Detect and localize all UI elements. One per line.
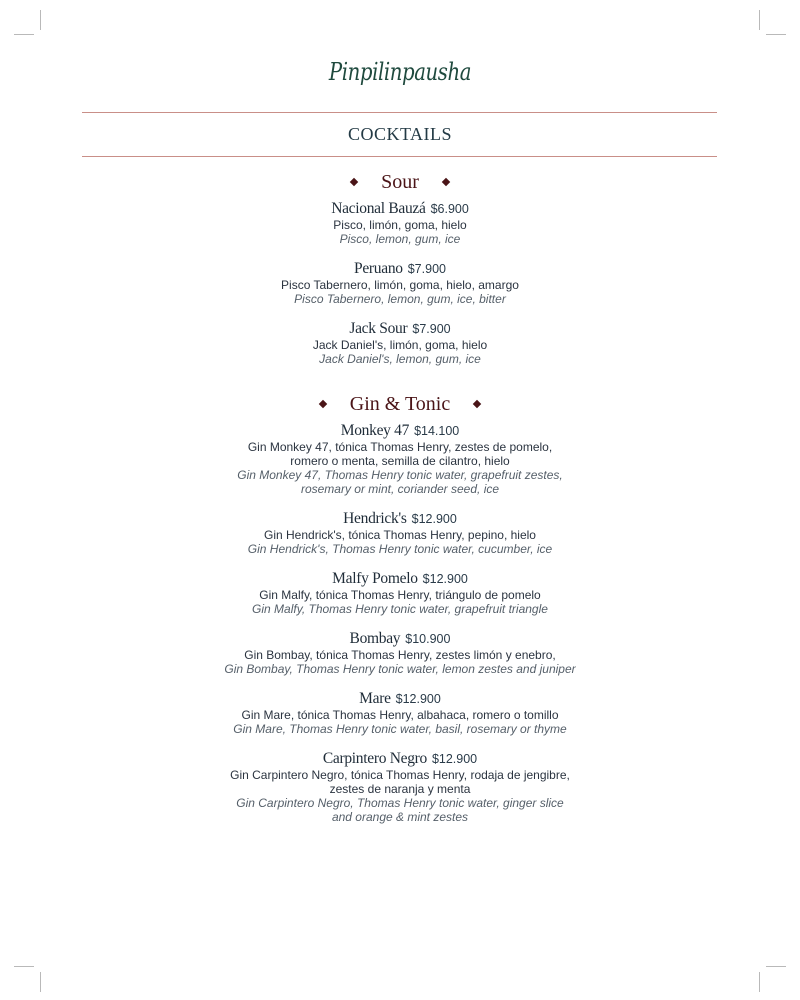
item-price: $12.900 <box>422 572 468 586</box>
menu-item <box>0 570 800 616</box>
crop-mark <box>14 966 34 967</box>
item-description-es: Gin Malfy, tónica Thomas Henry, triángulo de pomelo <box>259 588 541 602</box>
diamond-icon <box>319 400 327 408</box>
item-description-es: Gin Hendrick's, tónica Thomas Henry, pepino, hielo <box>264 528 536 542</box>
item-name: Malfy Pomelo <box>332 570 418 587</box>
item-price: $12.900 <box>395 692 441 706</box>
menu-item <box>0 320 800 366</box>
bottom-divider <box>82 156 717 157</box>
item-description-es: Pisco Tabernero, limón, goma, hielo, amargo <box>281 278 519 292</box>
item-description-en: and orange & mint zestes <box>331 810 469 824</box>
menu-item <box>0 260 800 306</box>
crop-mark <box>766 34 786 35</box>
top-divider <box>82 112 717 113</box>
item-description-es: Gin Bombay, tónica Thomas Henry, zestes limón y enebro, <box>244 648 556 662</box>
crop-mark <box>40 972 41 992</box>
item-price: $10.900 <box>405 632 451 646</box>
menu-item <box>0 630 800 676</box>
item-description-en: Jack Daniel's, lemon, gum, ice <box>319 352 481 366</box>
item-description-en: rosemary or mint, coriander seed, ice <box>300 482 500 496</box>
menu-item <box>0 200 800 246</box>
item-description-en: Gin Hendrick's, Thomas Henry tonic water, cucumber, ice <box>247 542 553 556</box>
item-description-en: Gin Bombay, Thomas Henry tonic water, lemon zestes and juniper <box>224 662 576 676</box>
crop-mark <box>40 10 41 30</box>
item-name: Hendrick's <box>343 510 407 527</box>
page-title: COCKTAILS <box>347 124 453 144</box>
item-name: Nacional Bauzá <box>331 200 426 217</box>
item-name: Jack Sour <box>349 320 408 337</box>
diamond-icon <box>350 178 358 186</box>
crop-mark <box>766 966 786 967</box>
diamond-icon <box>442 178 450 186</box>
item-name: Bombay <box>349 630 401 647</box>
menu-content <box>0 168 800 838</box>
item-name-line <box>0 690 800 708</box>
item-description-es: romero o menta, semilla de cilantro, hielo <box>290 454 510 468</box>
item-name: Carpintero Negro <box>322 750 427 767</box>
item-description-en: Gin Mare, Thomas Henry tonic water, basil, rosemary or thyme <box>233 722 567 736</box>
item-price: $12.900 <box>431 752 478 766</box>
section-gap <box>0 380 800 390</box>
crop-mark <box>759 10 760 30</box>
menu-item <box>0 422 800 496</box>
item-name-line <box>0 200 800 218</box>
item-name-line <box>0 422 800 440</box>
item-name: Peruano <box>354 260 403 277</box>
item-description-en: Pisco Tabernero, lemon, gum, ice, bitter <box>294 292 506 306</box>
item-price: $7.900 <box>412 322 451 336</box>
menu-item <box>0 510 800 556</box>
crop-mark <box>14 34 34 35</box>
item-description-es: zestes de naranja y menta <box>329 782 471 796</box>
item-name-line <box>0 260 800 278</box>
item-name-line <box>0 750 800 768</box>
item-description-en: Gin Malfy, Thomas Henry tonic water, grapefruit triangle <box>252 602 548 616</box>
item-name-line <box>0 630 800 648</box>
menu-section <box>0 168 800 366</box>
item-name-line <box>0 570 800 588</box>
item-price: $14.100 <box>414 424 460 438</box>
item-description-es: Gin Carpintero Negro, tónica Thomas Henry, rodaja de jengibre, <box>230 768 570 782</box>
brand-logo: Pinpilinpausha <box>328 58 472 86</box>
menu-item <box>0 690 800 736</box>
item-description-en: Gin Carpintero Negro, Thomas Henry tonic water, ginger slice <box>236 796 564 810</box>
menu-section <box>0 390 800 824</box>
section-title <box>0 168 800 196</box>
section-title-text: Sour <box>381 170 419 193</box>
item-description-en: Pisco, lemon, gum, ice <box>339 232 461 246</box>
item-description-es: Gin Monkey 47, tónica Thomas Henry, zestes de pomelo, <box>247 440 553 454</box>
item-price: $7.900 <box>407 262 446 276</box>
item-name-line <box>0 510 800 528</box>
item-name-line <box>0 320 800 338</box>
diamond-icon <box>473 400 481 408</box>
item-description-es: Gin Mare, tónica Thomas Henry, albahaca, romero o tomillo <box>241 708 559 722</box>
crop-mark <box>759 972 760 992</box>
menu-item <box>0 750 800 824</box>
item-name: Monkey 47 <box>340 422 410 439</box>
item-price: $12.900 <box>411 512 457 526</box>
item-price: $6.900 <box>430 202 469 216</box>
item-description-en: Gin Monkey 47, Thomas Henry tonic water, grapefruit zestes, <box>237 468 563 482</box>
item-description-es: Pisco, limón, goma, hielo <box>333 218 467 232</box>
section-title-text: Gin & Tonic <box>349 392 451 415</box>
item-name: Mare <box>359 690 391 707</box>
item-description-es: Jack Daniel's, limón, goma, hielo <box>312 338 488 352</box>
section-title <box>0 390 800 418</box>
